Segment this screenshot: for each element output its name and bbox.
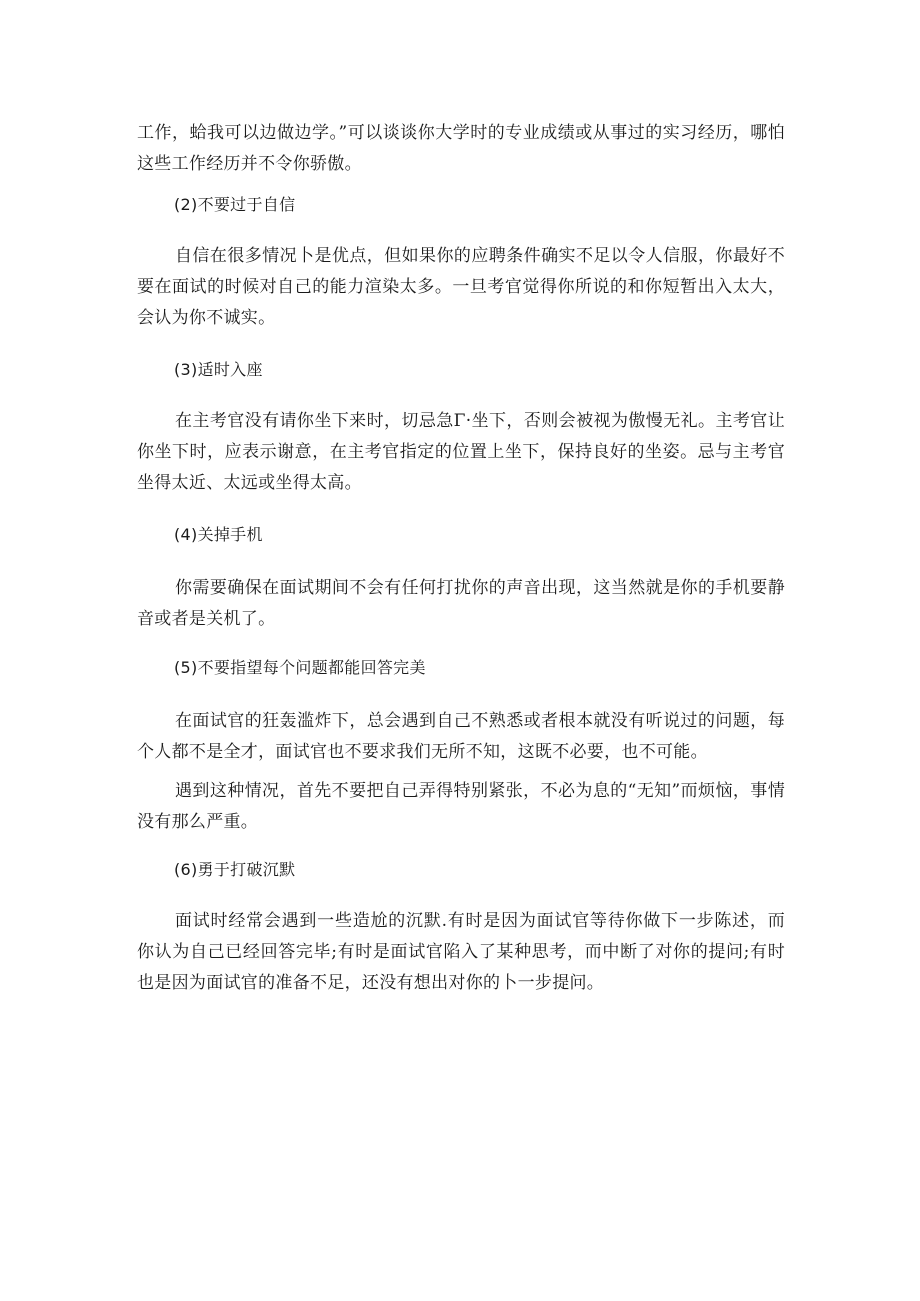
heading-section-3: (3)适时入座 [174,360,263,379]
paragraph-section-5b: 遇到这种情况，首先不要把自己弄得特别紧张，不必为息的“无知”而烦恼，事情没有那么严重。 [137,781,785,832]
heading-section-6: (6)勇于打破沉默 [174,860,296,879]
paragraph-section-3: 在主考官没有请你坐下来时，切忌急Γ·坐下，否则会被视为傲慢无礼。主考官让你坐下时，应表示谢意，在主考官指定的位置上坐下，保持良好的坐姿。忌与主考官坐得太近、太远或坐得太高。 [137,411,785,493]
paragraph-section-5a: 在面试官的狂轰滥炸下，总会遇到自己不熟悉或者根本就没有听说过的问题，每个人都不是全才，面试官也不要求我们无所不知，这既不必要，也不可能。 [137,711,785,762]
paragraph-section-4: 你需要确保在面试期间不会有任何打扰你的声音出现，这当然就是你的手机要静音或者是关机了。 [137,578,785,629]
heading-section-5: (5)不要指望每个问题都能回答完美 [174,658,426,677]
heading-section-2: (2)不要过于自信 [174,195,296,214]
paragraph-section-6: 面试时经常会遇到一些造尬的沉默.有时是因为面试官等待你做下一步陈述，而你认为自己已经回答完毕;有时是面试官陷入了某种思考，而中断了对你的提问;有时也是因为面试官的准备不足，还没有想出对你的卜一步提问。 [137,911,785,993]
heading-section-4: (4)关掉手机 [174,525,263,544]
paragraph-section-2: 自信在很多情况卜是优点，但如果你的应聘条件确实不足以令人信服，你最好不要在面试的时候对自己的能力渲染太多。一旦考官觉得你所说的和你短暂出入太大，会认为你不诚实。 [137,246,785,328]
paragraph-intro-continuation: 工作，蛤我可以边做边学。”可以谈谈你大学时的专业成绩或从事过的实习经历，哪怕这些工作经历并不令你骄傲。 [137,123,785,174]
